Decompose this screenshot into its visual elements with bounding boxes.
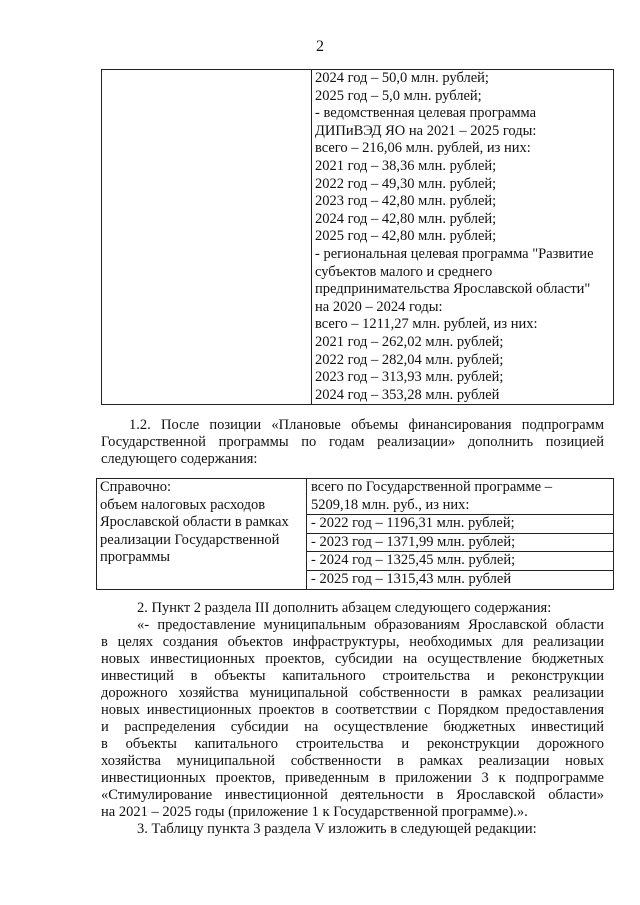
paragraph-line: «Стимулирование инвестиционной деятельности в Ярославской области»	[101, 787, 604, 803]
table1-line: 2024 год – 50,0 млн. рублей;	[315, 70, 489, 86]
table1-line: 2022 год – 49,30 млн. рублей;	[315, 175, 497, 192]
tax-expenditure-table	[96, 478, 614, 590]
paragraph-line: 3. Таблицу пункта 3 раздела V изложить в следующей редакции:	[137, 821, 537, 837]
table1-left-cell	[102, 70, 312, 405]
table1-line: 2025 год – 42,80 млн. рублей;	[315, 228, 497, 245]
paragraph-line: «- предоставление муниципальным образованиям Ярославской области	[137, 617, 604, 633]
table1-line: 2024 год – 42,80 млн. рублей;	[315, 210, 497, 227]
paragraph-line: и распределения субсидии на осуществление бюджетных инвестиций	[101, 719, 604, 735]
table2-right-line: всего по Государственной программе –	[311, 479, 552, 495]
table1-line: всего – 1211,27 млн. рублей, из них:	[315, 316, 538, 333]
table2-right-line: - 2025 год – 1315,43 млн. рублей	[311, 570, 512, 587]
paragraph-line: инвестиционных проектов, приведенным в приложении 3 к подпрограмме	[101, 770, 604, 786]
paragraph-line: хозяйства муниципальной собственности в рамках реализации новых	[101, 753, 604, 769]
table2-right-cell	[307, 479, 614, 590]
table1-right-cell	[312, 70, 614, 405]
table2-right-line: - 2023 год – 1371,99 млн. рублей;	[307, 534, 613, 553]
table2-right-line: 5209,18 млн. руб., из них:	[307, 497, 613, 516]
paragraph-1-2	[101, 417, 604, 468]
paragraph-line: новых инвестиционных проектов, субсидии на осуществление бюджетных	[101, 651, 604, 667]
paragraph-line: дорожного хозяйства муниципальной собственности в рамках реализации	[101, 685, 604, 701]
table2-left-line: реализации Государственной	[100, 531, 280, 548]
table2-left-line: Ярославской области в рамках	[100, 514, 289, 531]
financing-table-continuation	[101, 69, 614, 405]
table2-right-line: - 2024 год – 1325,45 млн. рублей;	[307, 552, 613, 571]
table1-line: 2025 год – 5,0 млн. рублей;	[315, 87, 482, 104]
table2-left-cell	[97, 479, 307, 590]
paragraph-line: следующего содержания:	[101, 451, 258, 467]
table1-line: 2022 год – 282,04 млн. рублей;	[315, 351, 504, 368]
paragraph-line: 2. Пункт 2 раздела III дополнить абзацем следующего содержания:	[137, 600, 552, 616]
page-number: 2	[316, 38, 324, 55]
paragraph-line: Государственной программы по годам реализации» дополнить позицией	[101, 434, 604, 450]
table2-left-line: Справочно:	[100, 479, 172, 495]
table1-line: - ведомственная целевая программа	[315, 105, 537, 122]
table1-line: ДИПиВЭД ЯО на 2021 – 2025 годы:	[315, 122, 537, 139]
table1-line: на 2020 – 2024 годы:	[315, 298, 443, 315]
table2-left-line: программы	[100, 549, 170, 566]
table1-line: всего – 216,06 млн. рублей, из них:	[315, 140, 531, 157]
paragraph-line: на 2021 – 2025 годы (приложение 1 к Государственной программе).».	[101, 804, 528, 820]
paragraph-line: в объекты капитального строительства и реконструкции дорожного	[101, 736, 604, 752]
table1-line: - региональная целевая программа "Развитие	[315, 245, 594, 262]
table1-line: 2021 год – 262,02 млн. рублей;	[315, 333, 504, 350]
paragraph-line: в целях создания объектов инфраструктуры, необходимых для реализации	[101, 634, 604, 650]
paragraph-line: 1.2. После позиции «Плановые объемы финансирования подпрограмм	[129, 417, 604, 433]
paragraph-2	[101, 600, 604, 838]
table2-left-line: объем налоговых расходов	[100, 496, 266, 513]
table1-line: 2021 год – 38,36 млн. рублей;	[315, 157, 497, 174]
table1-line: 2024 год – 353,28 млн. рублей	[315, 386, 500, 403]
table1-line: 2023 год – 313,93 млн. рублей;	[315, 369, 504, 386]
table2-right-line: - 2022 год – 1196,31 млн. рублей;	[307, 515, 613, 534]
paragraph-line: инвестиций в объекты капитального строительства и реконструкции	[101, 668, 604, 684]
table1-line: предпринимательства Ярославской области"	[315, 281, 591, 298]
table1-line: субъектов малого и среднего	[315, 263, 493, 280]
paragraph-line: новых инвестиционных проектов в соответствии с Порядком предоставления	[101, 702, 604, 718]
table1-line: 2023 год – 42,80 млн. рублей;	[315, 193, 497, 210]
